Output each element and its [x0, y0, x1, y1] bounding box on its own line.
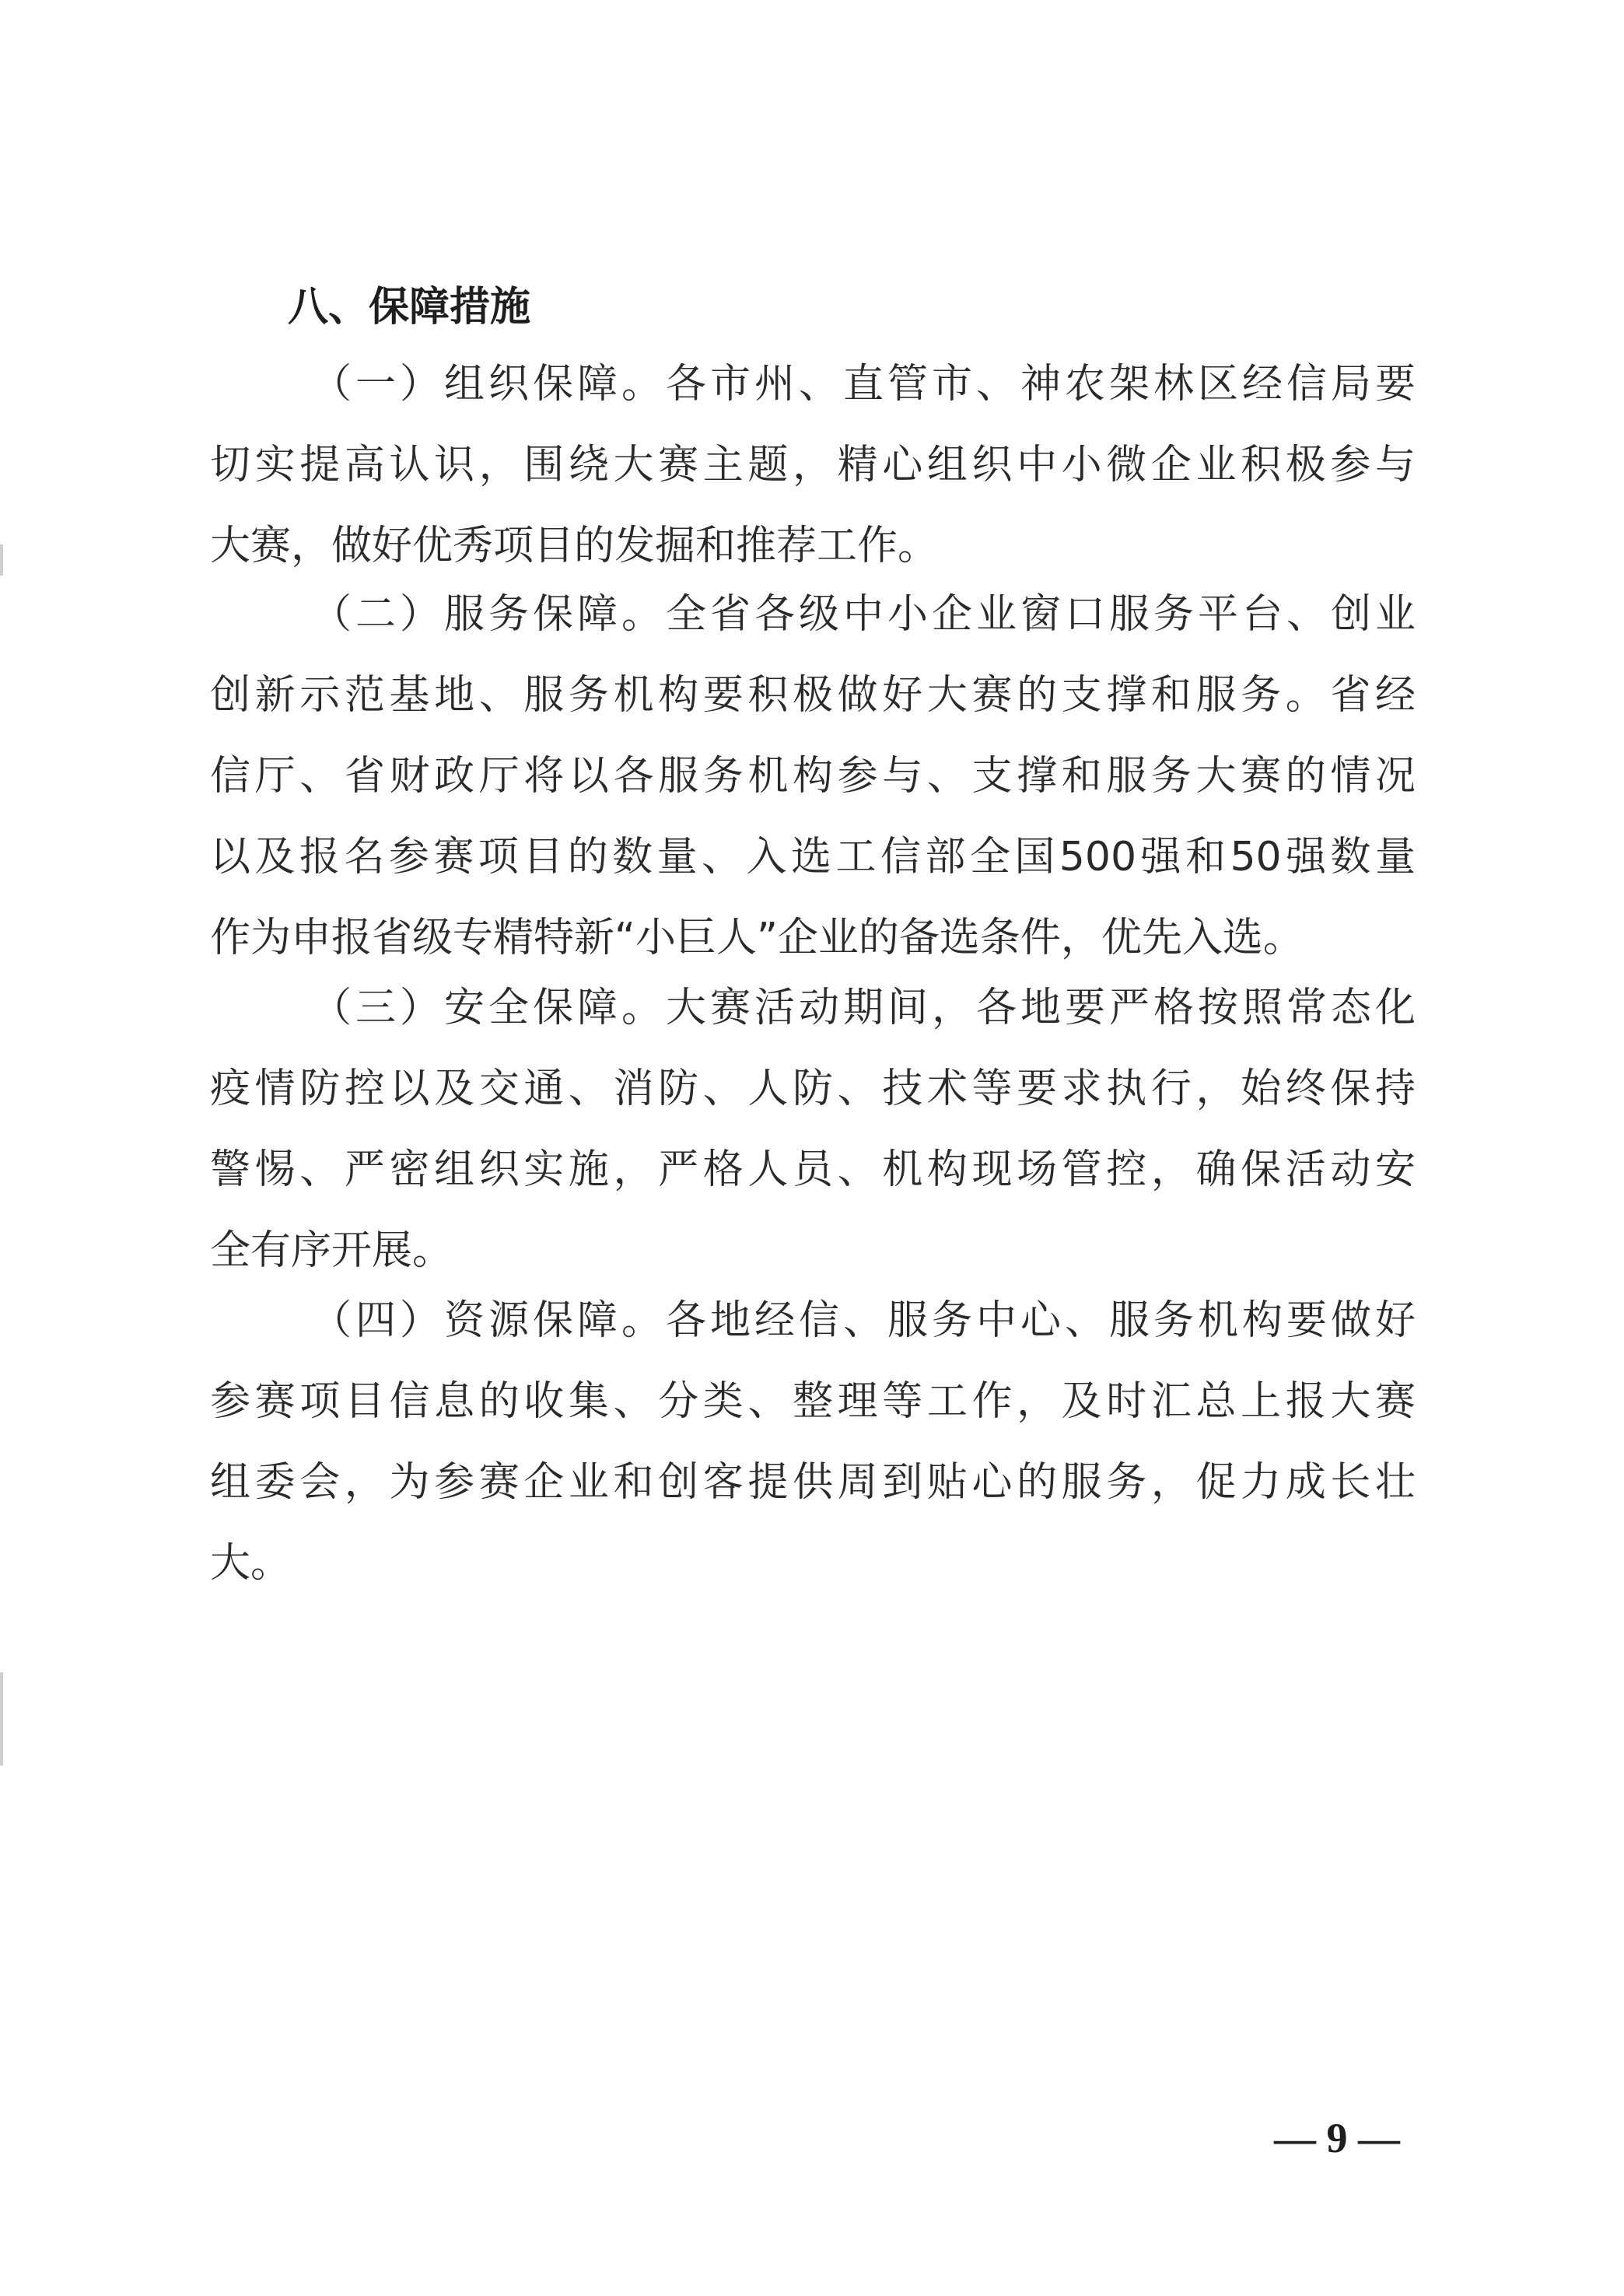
- text-line: 疫情防控以及交通、消防、人防、技术等要求执行，始终保持: [210, 1066, 1416, 1112]
- text-line: （四）资源保障。各地经信、服务中心、服务机构要做好: [311, 1297, 1416, 1344]
- paragraph-safety: [210, 968, 1416, 1291]
- text-line: 作为申报省级专精特新“小巨人”企业的备选条件，优先入选。: [210, 915, 1304, 961]
- text-line: （三）安全保障。大赛活动期间，各地要严格按照常态化: [311, 985, 1416, 1031]
- section-heading: 八、保障措施: [288, 284, 531, 331]
- text-line: 大。: [210, 1540, 292, 1587]
- text-line: 全有序开展。: [210, 1227, 453, 1274]
- text-line: 大赛，做好优秀项目的发掘和推荐工作。: [210, 523, 939, 569]
- text-line: 警惕、严密组织实施，严格人员、机构现场管控，确保活动安: [210, 1146, 1416, 1193]
- text-line: 以及报名参赛项目的数量、入选工信部全国500强和50强数量: [210, 834, 1416, 880]
- text-line: （一）组织保障。各市州、直管市、神农架林区经信局要: [311, 361, 1416, 408]
- text-line: 切实提高认识，围绕大赛主题，精心组织中小微企业积极参与: [210, 442, 1416, 488]
- text-line: 信厅、省财政厅将以各服务机构参与、支撑和服务大赛的情况: [210, 753, 1416, 800]
- scan-edge-mark: [0, 1672, 3, 1766]
- text-line: （二）服务保障。全省各级中小企业窗口服务平台、创业: [311, 591, 1416, 638]
- text-line: 组委会，为参赛企业和创客提供周到贴心的服务，促力成长壮: [210, 1459, 1416, 1506]
- paragraph-resources: [210, 1280, 1416, 1604]
- page-number: — 9 —: [1274, 2115, 1400, 2161]
- paragraph-service: [210, 574, 1416, 978]
- text-line: 参赛项目信息的收集、分类、整理等工作，及时汇总上报大赛: [210, 1378, 1416, 1425]
- scan-edge-mark: [0, 544, 3, 576]
- text-line: 创新示范基地、服务机构要积极做好大赛的支撑和服务。省经: [210, 672, 1416, 719]
- paragraph-organization: [210, 344, 1416, 586]
